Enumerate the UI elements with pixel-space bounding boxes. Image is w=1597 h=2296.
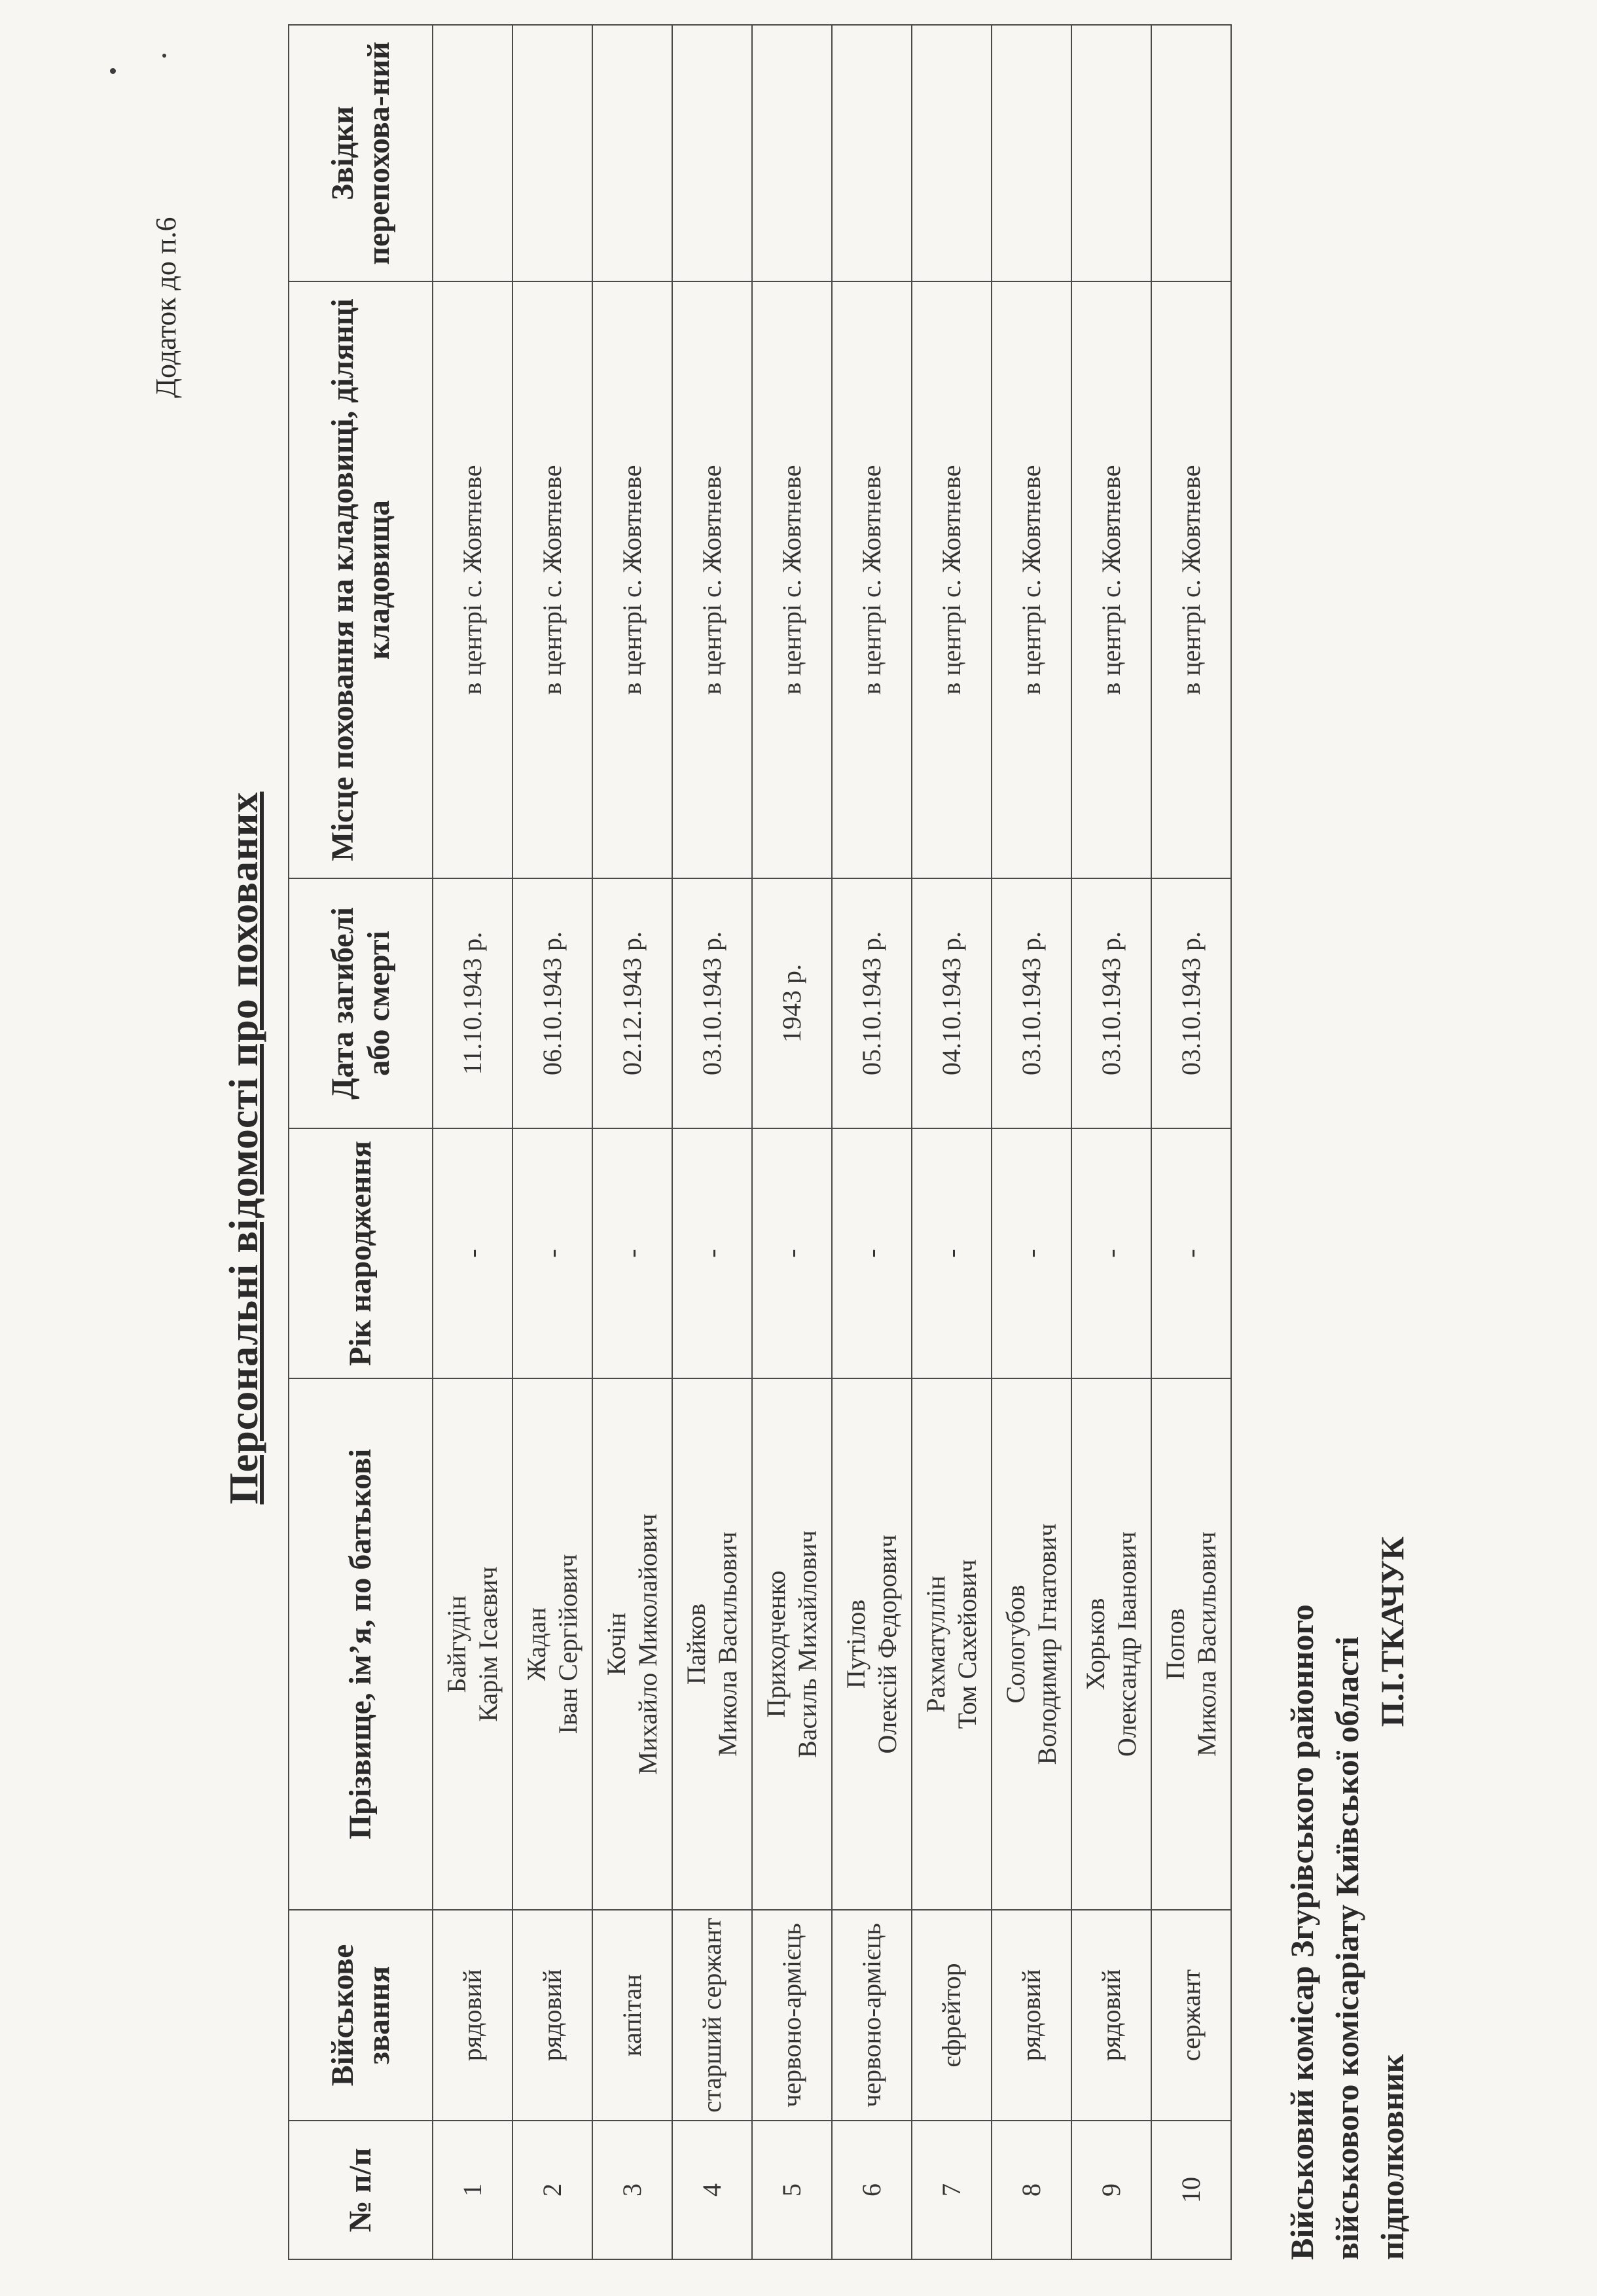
- row-name: [672, 1378, 752, 1910]
- signature-line-2: військового комісаріату Київської області: [1329, 1636, 1365, 2260]
- header-num: № п/п: [289, 2121, 433, 2259]
- row-name: [832, 1378, 912, 1910]
- row-death-date: 03.10.1943 р.: [1151, 878, 1231, 1128]
- table-row: [1071, 25, 1151, 2259]
- row-reburied-from: [1151, 25, 1231, 281]
- row-reburied-from: [672, 25, 752, 281]
- row-reburied-from: [1071, 25, 1151, 281]
- row-rank: червоно-армієць: [752, 1910, 832, 2121]
- row-burial-place: в центрі с. Жовтневе: [832, 281, 912, 878]
- row-rank: старший сержант: [672, 1910, 752, 2121]
- row-reburied-from: [832, 25, 912, 281]
- row-given-names: Микола Васильович: [1192, 1532, 1221, 1757]
- header-burial-place: Місце поховання на кладовищі, ділянці кладовища: [289, 281, 433, 878]
- row-surname: Жадан: [522, 1607, 551, 1681]
- row-reburied-from: [433, 25, 512, 281]
- row-reburied-from: [752, 25, 832, 281]
- header-reburied-from: Звідки перепохова-ний: [289, 25, 433, 281]
- table-row: [512, 25, 592, 2259]
- table-body: [433, 25, 1231, 2259]
- row-death-date: 02.12.1943 р.: [592, 878, 672, 1128]
- row-number: 1: [433, 2121, 512, 2259]
- row-rank: рядовий: [1071, 1910, 1151, 2121]
- row-surname: Приходченко: [761, 1570, 791, 1718]
- row-given-names: Володимир Ігнатович: [1032, 1523, 1062, 1765]
- row-rank: червоно-армієць: [832, 1910, 912, 2121]
- row-number: 9: [1071, 2121, 1151, 2259]
- signature-line-1: Військовий комісар Згурівського районного: [1283, 1604, 1320, 2260]
- row-given-names: Карім Ісаєвич: [473, 1566, 503, 1722]
- document-title: Персональні відомості про похованих: [222, 791, 266, 1505]
- row-birth-year: -: [992, 1128, 1071, 1378]
- row-given-names: Олександр Іванович: [1112, 1531, 1141, 1757]
- row-burial-place: в центрі с. Жовтневе: [992, 281, 1071, 878]
- row-given-names: Олексій Федорович: [872, 1534, 902, 1754]
- row-surname: Пайков: [681, 1603, 711, 1685]
- row-surname: Байгудін: [442, 1595, 471, 1693]
- row-name: [1151, 1378, 1231, 1910]
- row-death-date: 03.10.1943 р.: [1071, 878, 1151, 1128]
- row-burial-place: в центрі с. Жовтневе: [1151, 281, 1231, 878]
- table-row: [433, 25, 512, 2259]
- row-rank: рядовий: [433, 1910, 512, 2121]
- row-reburied-from: [592, 25, 672, 281]
- row-rank: рядовий: [512, 1910, 592, 2121]
- row-surname: Путілов: [841, 1599, 870, 1689]
- row-birth-year: -: [672, 1128, 752, 1378]
- row-number: 10: [1151, 2121, 1231, 2259]
- signature-line-3: [1370, 1536, 1415, 2260]
- row-given-names: Том Сахейович: [952, 1559, 982, 1729]
- row-name: [912, 1378, 992, 1910]
- header-birth-year: Рік народження: [289, 1128, 433, 1378]
- row-name: [592, 1378, 672, 1910]
- row-number: 2: [512, 2121, 592, 2259]
- table-row: [912, 25, 992, 2259]
- row-rank: капітан: [592, 1910, 672, 2121]
- signer-rank: підполковник: [1374, 2054, 1410, 2260]
- table-header-row: [289, 25, 433, 2259]
- row-birth-year: -: [832, 1128, 912, 1378]
- row-number: 6: [832, 2121, 912, 2259]
- row-burial-place: в центрі с. Жовтневе: [512, 281, 592, 878]
- row-birth-year: -: [592, 1128, 672, 1378]
- scan-speck: [162, 54, 166, 58]
- row-burial-place: в центрі с. Жовтневе: [672, 281, 752, 878]
- row-given-names: Василь Михайлович: [793, 1530, 822, 1758]
- burials-table: [288, 24, 1232, 2260]
- row-burial-place: в центрі с. Жовтневе: [433, 281, 512, 878]
- row-given-names: Микола Васильович: [713, 1532, 742, 1757]
- row-name: [752, 1378, 832, 1910]
- table-row: [992, 25, 1071, 2259]
- row-birth-year: -: [752, 1128, 832, 1378]
- row-death-date: 05.10.1943 р.: [832, 878, 912, 1128]
- table-row: [592, 25, 672, 2259]
- row-surname: Сологубов: [1001, 1585, 1030, 1704]
- row-rank: єфрейтор: [912, 1910, 992, 2121]
- row-death-date: 04.10.1943 р.: [912, 878, 992, 1128]
- row-number: 7: [912, 2121, 992, 2259]
- row-number: 3: [592, 2121, 672, 2259]
- row-number: 5: [752, 2121, 832, 2259]
- row-name: [992, 1378, 1071, 1910]
- header-name: Прізвище, ім’я, по батькові: [289, 1378, 433, 1910]
- row-burial-place: в центрі с. Жовтневе: [592, 281, 672, 878]
- table-row: [1151, 25, 1231, 2259]
- row-death-date: 06.10.1943 р.: [512, 878, 592, 1128]
- row-surname: Хорьков: [1081, 1598, 1110, 1691]
- header-rank: Військове звання: [289, 1910, 433, 2121]
- row-birth-year: -: [1071, 1128, 1151, 1378]
- row-given-names: Михайло Миколайович: [633, 1513, 662, 1775]
- row-name: [433, 1378, 512, 1910]
- row-name: [512, 1378, 592, 1910]
- row-birth-year: -: [433, 1128, 512, 1378]
- table-row: [832, 25, 912, 2259]
- row-burial-place: в центрі с. Жовтневе: [912, 281, 992, 878]
- row-surname: Попов: [1160, 1608, 1190, 1680]
- row-death-date: 03.10.1943 р.: [672, 878, 752, 1128]
- table-row: [672, 25, 752, 2259]
- row-death-date: 11.10.1943 р.: [433, 878, 512, 1128]
- row-given-names: Іван Сергійович: [553, 1554, 583, 1734]
- row-name: [1071, 1378, 1151, 1910]
- row-burial-place: в центрі с. Жовтневе: [752, 281, 832, 878]
- row-death-date: 1943 р.: [752, 878, 832, 1128]
- row-reburied-from: [512, 25, 592, 281]
- appendix-note: Додаток до п.6: [150, 217, 182, 398]
- row-rank: рядовий: [992, 1910, 1071, 2121]
- row-reburied-from: [992, 25, 1071, 281]
- row-birth-year: -: [512, 1128, 592, 1378]
- row-number: 8: [992, 2121, 1071, 2259]
- row-reburied-from: [912, 25, 992, 281]
- signature-block: [1280, 1536, 1415, 2260]
- row-surname: Рахматуллін: [921, 1575, 950, 1713]
- row-death-date: 03.10.1943 р.: [992, 878, 1071, 1128]
- signer-name: П.І.ТКАЧУК: [1374, 1536, 1410, 1727]
- row-rank: сержант: [1151, 1910, 1231, 2121]
- row-birth-year: -: [912, 1128, 992, 1378]
- row-birth-year: -: [1151, 1128, 1231, 1378]
- table-row: [752, 25, 832, 2259]
- scan-speck: [110, 68, 116, 74]
- row-burial-place: в центрі с. Жовтневе: [1071, 281, 1151, 878]
- header-death-date: Дата загибелі або смерті: [289, 878, 433, 1128]
- row-surname: Кочін: [601, 1612, 631, 1676]
- row-number: 4: [672, 2121, 752, 2259]
